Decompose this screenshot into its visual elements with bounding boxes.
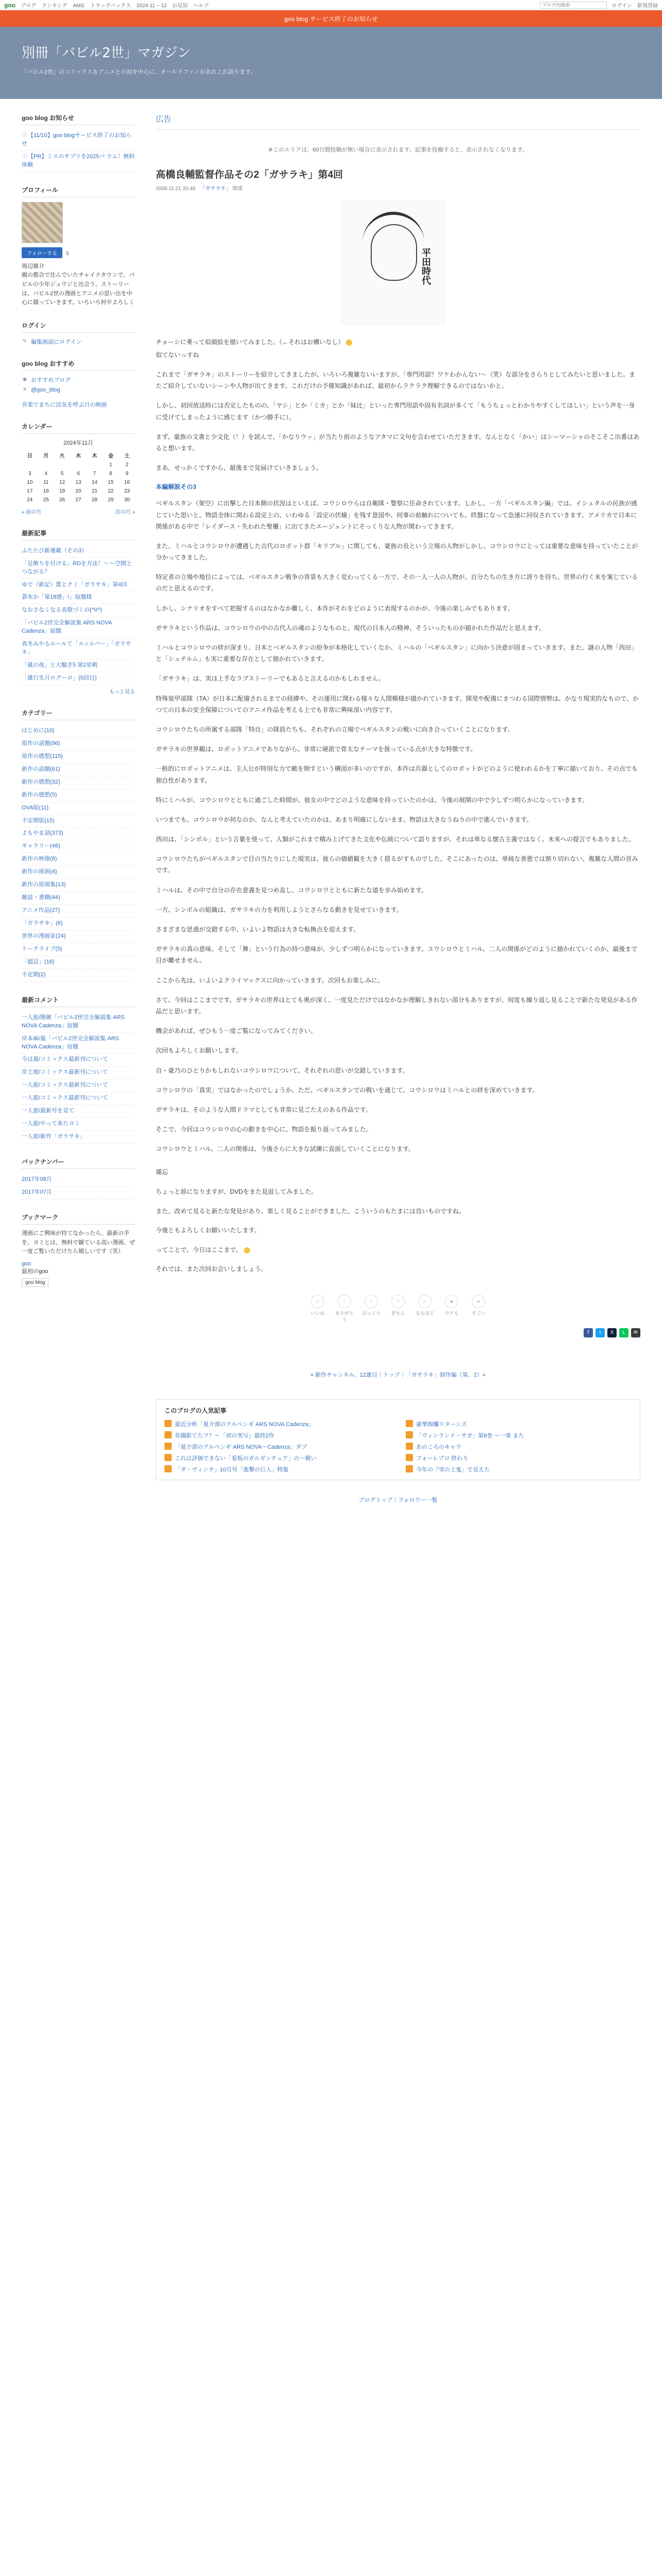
calendar-day: 15: [108, 479, 114, 485]
recent-item[interactable]: [22, 672, 135, 685]
intro-line: 似てないっすね: [156, 351, 200, 359]
memo-line: 今後ともよろしくお願いいたします。: [156, 1227, 261, 1234]
category-link[interactable]: 新作の映像(8): [22, 856, 57, 862]
category-link[interactable]: 原作の感想(115): [22, 753, 63, 759]
category-link[interactable]: 新作の原画(4): [22, 869, 57, 875]
article-thumb: [164, 1431, 172, 1438]
topbar-search-input[interactable]: [540, 2, 607, 9]
category-item[interactable]: [22, 969, 135, 982]
calendar-day: 28: [91, 497, 97, 503]
category-link[interactable]: はじめに(10): [22, 727, 55, 734]
news-item[interactable]: [22, 130, 135, 151]
category-item[interactable]: [22, 776, 135, 789]
comment-item[interactable]: [22, 1105, 135, 1118]
goo-topbar: [0, 0, 662, 10]
calendar-day: 10: [27, 479, 33, 485]
bookmark-sub: 最初のgoo: [22, 1268, 48, 1275]
calendar-day: [87, 461, 103, 469]
reaction-icon: ✓: [418, 1295, 432, 1308]
topbar-nav: [21, 1, 213, 9]
recent-link[interactable]: 「嵐の夜」と大騒ぎ5 第2星戦: [22, 662, 98, 669]
calendar-header: 金: [108, 453, 113, 459]
news-item[interactable]: [22, 151, 135, 172]
comment-link[interactable]: 一人旅/新作「ガラサキ」: [22, 1133, 86, 1140]
goo-logo[interactable]: goo: [4, 1, 15, 9]
news-block: [22, 113, 135, 172]
category-item[interactable]: [22, 815, 135, 828]
blog-header: [0, 27, 662, 99]
recent-item[interactable]: [22, 617, 135, 638]
category-block: [22, 708, 135, 982]
comment-item[interactable]: [22, 1092, 135, 1105]
category-link[interactable]: OVA版(11): [22, 804, 49, 811]
portrait-illustration: [341, 201, 444, 325]
comment-item[interactable]: [22, 1079, 135, 1092]
body-paragraph: 一般的にロボットアニメは、主人公が特別な力で敵を倒すという構図が多いのですが、本作は兵器としてのロボットがどのように使われるかを丁寧に描いており、その点でも独自性があります。: [156, 765, 638, 784]
news-link[interactable]: 【PR】ミスのサプリを2025バ ラム！無料体験: [22, 153, 135, 168]
category-link[interactable]: アニメ作品(27): [22, 907, 60, 914]
calendar-header: 火: [59, 453, 65, 459]
popular-item[interactable]: フォーレプロ 終わり: [406, 1454, 632, 1462]
topbar-nav-item[interactable]: お見知: [172, 3, 188, 9]
reaction-icon: ☻: [445, 1295, 458, 1308]
popular-item[interactable]: あのころのキャラ: [406, 1443, 632, 1451]
comment-link[interactable]: 一人旅/最新号を見て: [22, 1108, 75, 1114]
reaction-icon: ♡: [338, 1295, 351, 1308]
topbar-right: [540, 1, 658, 9]
calendar-day: 11: [43, 479, 49, 485]
calendar-day: 22: [108, 488, 114, 494]
body-paragraph: 自・豪乃のひとりかもしれないコウシロウについて、それぞれの思いが交錯していきます。: [156, 1066, 409, 1074]
calendar-day: [54, 461, 70, 469]
comment-item[interactable]: [22, 1066, 135, 1079]
category-item[interactable]: [22, 866, 135, 879]
body-paragraph: いつまでも、コウシロウが何なのか、なんと考えていたのかは、あまり明確にしないまま、物語は大きなうねりの中で進んでいきます。: [156, 816, 533, 823]
category-link[interactable]: 世界の漫画家(24): [22, 933, 66, 939]
calendar-header: 水: [75, 453, 81, 459]
recommend-link[interactable]: @goo_blog: [31, 386, 60, 393]
popular-item[interactable]: 券撮影てたフ？～「初の実写」最終2作: [164, 1431, 390, 1439]
line-share-icon[interactable]: L: [619, 1328, 628, 1337]
comment-link[interactable]: 岸本麻/嵐「バビル2世完全解説集 ARS NOVA Cadenza」宿題: [22, 1035, 119, 1050]
login-block: [22, 321, 135, 346]
main-content: [156, 113, 640, 1504]
backnumber-item[interactable]: [22, 1187, 135, 1199]
body-paragraph: 特殊装甲部隊（TA）が日本に配備されるまでの経緯や、その運用に関わる様々な人間模様が描かれていきます。開発や配備にまつわる国際情勢は、かなり現実的なもので、かつての日本の安全保障についてのアニメ作品を考える上でも非常に興味深い内容です。: [156, 694, 639, 714]
topbar-nav-item[interactable]: 2024-11 ~ 12: [136, 3, 167, 9]
calendar-day: [38, 461, 54, 469]
category-link[interactable]: 新作の原画集(13): [22, 882, 66, 888]
calendar-day: 26: [59, 497, 65, 503]
popular-title: このブログの人気記事: [164, 1407, 227, 1414]
recent-block: [22, 529, 135, 695]
entry-date: 2008.11.21 20:46: [156, 186, 196, 192]
article-thumb: [164, 1454, 172, 1461]
body-paragraph: ここから先は、いよいよクライマックスに向かっていきます。次回もお楽しみに。: [156, 976, 384, 984]
info-icon: ⓘ: [22, 133, 27, 139]
comment-item[interactable]: [22, 1012, 135, 1033]
calendar-day: 30: [124, 497, 130, 503]
reaction-button[interactable]: ☻ ウケる: [441, 1295, 462, 1323]
login-title: ログイン: [22, 321, 135, 333]
article-thumb: [406, 1420, 413, 1427]
recent-item[interactable]: [22, 604, 135, 617]
category-item[interactable]: [22, 751, 135, 764]
calendar-day: [22, 461, 38, 469]
goo-blog-badge[interactable]: goo blog: [22, 1278, 48, 1287]
category-link[interactable]: 新作の感想(5): [22, 791, 57, 798]
body-paragraph: まず、豪族の文書と少文化（！）を読んで、「かなりウッ」が当たり前のようなアタマに文句を言わせていただきます。なんとなく「かい」はシーマーシャのそこそこ出番はあると想います。: [156, 433, 640, 452]
recommend-link[interactable]: おすすめブログ: [31, 377, 71, 383]
backnumber-link[interactable]: 2017年07月: [22, 1189, 52, 1195]
body-paragraph: コウシロウとミハル、二人の関係は、今後さらに大きな試練に直面していくことになります。: [156, 1145, 415, 1153]
closing-line: それでは、また次回お会いしましょう。: [156, 1265, 268, 1273]
comment-link[interactable]: 一人旅/コミックス最新刊について: [22, 1082, 108, 1089]
comment-link[interactable]: 今は嵐/コミックス最新刊について: [22, 1056, 108, 1063]
category-link[interactable]: 雑誌・書籍(44): [22, 894, 60, 901]
body-paragraph: ガサラキの世界観は、ロボットアニメでありながら、非常に硬派で骨太なテーマを扱っている点が大きな特徴です。: [156, 745, 477, 753]
entry-category[interactable]: 「ガサラキ」: [200, 186, 231, 192]
calendar-day: [70, 461, 86, 469]
comments-title: 最新コメント: [22, 995, 135, 1007]
calendar-table: [22, 450, 135, 504]
article-thumb: [406, 1465, 413, 1472]
category-link[interactable]: 「ガラサキ」(6): [22, 920, 63, 927]
smile-icon: [244, 1247, 250, 1253]
sidebar: [22, 113, 135, 1504]
category-link[interactable]: 「超忍」(16): [22, 958, 55, 965]
news-title: goo blog お知らせ: [22, 113, 135, 125]
register-link[interactable]: 新規登録: [637, 3, 658, 9]
reaction-icon: ★: [472, 1295, 485, 1308]
recent-item[interactable]: [22, 591, 135, 604]
calendar-day: 24: [27, 497, 33, 503]
body-paragraph: ミハルは、その中で自分の存在意義を見つめ直し、コウシロウとともに新たな道を歩み始めます。: [156, 886, 428, 894]
news-link[interactable]: 【11/10】goo blogサービス終了のお知らせ: [22, 132, 131, 147]
info-icon: ⓘ: [22, 154, 27, 160]
recent-item[interactable]: [22, 558, 135, 579]
calendar-day: 21: [91, 488, 97, 494]
calendar-day: 6: [77, 470, 80, 477]
calendar-day: 2: [125, 462, 129, 468]
article-thumb: [164, 1443, 172, 1450]
body-paragraph: 特定者の立場や地位によっては、ベギルスタン戦争の背景も大きく変わってくる一方で、その一人一人の人物が、自分たちの生き方に誇りを持ち、世界の行く末を案じているのだと思えるのです。: [156, 573, 638, 592]
category-item[interactable]: [22, 725, 135, 738]
body-paragraph: しかし、シナリオをすべて把握するのはなかなか難しく、本作がそれをどのように表現するのかが、今後の楽しみでもあります。: [156, 604, 514, 612]
comment-link[interactable]: 一人旅/コミックス最新刊について: [22, 1095, 108, 1101]
calendar-month: 2024年11月: [63, 439, 93, 446]
calendar-day: 27: [75, 497, 81, 503]
category-item[interactable]: [22, 879, 135, 892]
recent-item[interactable]: [22, 638, 135, 659]
category-item[interactable]: [22, 802, 135, 815]
body-paragraph: 機会があれば、ぜひもう一度ご覧になってみてください。: [156, 1027, 317, 1035]
entry-author: 関連: [232, 186, 243, 192]
body-paragraph: 次回もよろしくお願いします。: [156, 1047, 242, 1055]
reaction-button[interactable]: ♡ ありがとう: [334, 1295, 355, 1323]
popular-item[interactable]: 「ダ・ヴィンチ」10月号「進撃の巨人」特集: [164, 1465, 390, 1473]
category-item[interactable]: [22, 827, 135, 840]
login-link[interactable]: ログイン: [611, 3, 632, 9]
body-paragraph: ガサラキの真の意味、そして「舞」という行為の持つ意味が、少しずつ明らかになっていきます。ユウシロウとミハル、二人の関係がどのように描かれていくのか、最後まで目が離せません。: [156, 945, 638, 964]
calendar-next[interactable]: 次の月 »: [115, 509, 135, 515]
category-item[interactable]: [22, 943, 135, 956]
popular-item[interactable]: これは評価できない「看板のガルガンチュア」の～戦い: [164, 1454, 390, 1462]
category-item[interactable]: [22, 738, 135, 751]
recent-item[interactable]: [22, 545, 135, 558]
service-notice-text[interactable]: goo blog サービス終了のお知らせ: [284, 15, 378, 23]
recent-item[interactable]: [22, 659, 135, 672]
body-paragraph: 特にミハルが、コウシロウとともに過ごした時間が、彼女の中でどのような意味を持っていたのかは、今後の展開の中で少しずつ明らかになっていきます。: [156, 796, 589, 804]
article-thumb: [406, 1454, 413, 1461]
calendar-day: 1: [109, 462, 112, 468]
memo-line: ちょっと前になりますが、DVDをまた見返してみました。: [156, 1188, 318, 1196]
calendar-day: 7: [93, 470, 96, 477]
section-heading: 本編解説その3: [156, 483, 196, 491]
entry-navigation[interactable]: « 新作チャンネル、12連目｜トップ｜「ガサラキ」制作編（第、2）»: [310, 1372, 486, 1378]
blog-subtitle: 『バビル2世』のコミックス＆アニメとの初を中心に、オールドファンがあれこれ語ります。: [22, 69, 256, 75]
calendar-day: 12: [59, 479, 65, 485]
calendar-day: 23: [124, 488, 130, 494]
recent-link[interactable]: 「バビル2世完全解説集 ARS NOVA Cadenza」宿題: [22, 620, 112, 635]
body-paragraph: また、ミハルとコウシロウが遭遇した古代のロボット群「キリブル」に関しても、豪族の長という立場の人物がしかし、コウシロウにとっては重要な意味を持っていたことが分かってきました。: [156, 542, 638, 562]
twitter-icon: ✕: [22, 386, 27, 393]
article-thumb: [164, 1465, 172, 1472]
illustration-caption: 平田時代: [421, 248, 431, 285]
topbar-nav-item[interactable]: ランキング: [41, 3, 68, 9]
recommend-text[interactable]: 音楽でまちに活気を呼ぶ日の映画: [22, 401, 107, 408]
topbar-nav-item[interactable]: トラックバックス: [90, 3, 131, 9]
service-notice-bar[interactable]: [0, 10, 662, 27]
calendar-day: 5: [60, 470, 64, 477]
recent-link[interactable]: ゆで（新記）賞とクミ「ガラサキ」第4回: [22, 581, 127, 588]
backnumber-link[interactable]: 2017年08月: [22, 1176, 52, 1183]
x-share-icon[interactable]: X: [607, 1328, 617, 1337]
comments-block: [22, 995, 135, 1144]
comment-item[interactable]: [22, 1118, 135, 1131]
article-thumb: [164, 1420, 172, 1427]
reaction-button[interactable]: ✓ なるほど: [415, 1295, 435, 1323]
blog-icon: ◉: [22, 376, 27, 382]
profile-description: 親の都合で住んでいたチャイナタウンで、パピルの少年ジュウジと出会う。ストーリーは、バビル2世の漫画とアニメの思い出を中心に綴っていきます。いろいろ何卒よろしく: [22, 272, 135, 306]
body-paragraph: コウシロウたちがベギルスタンで目の当たりにした現実は、彼らの価値観を大きく揺るがすものでした。そこにあったのは、単純な善悪では割り切れない、複雑な人間の営みです。: [156, 855, 638, 874]
bookmark-block: [22, 1213, 135, 1287]
intro-line: チョーシに乗って似顔絵を描いてみました。（←それはお構いなし）: [156, 337, 640, 348]
category-item[interactable]: [22, 789, 135, 802]
category-item[interactable]: [22, 905, 135, 918]
facebook-share-icon[interactable]: f: [584, 1328, 593, 1337]
category-link[interactable]: よもやま話(373): [22, 830, 63, 837]
body-paragraph: ベギルスタン（架空）に出撃した日本側の状況はといえば、コウシロウらは自衛隊・警察に任命されています。しかし、一方「ベギルスタン編」では、イシュタルの民族が感じていた思いと、物語全体に関わる設定上の、いわゆる「設定の伏線」を残す意図や、何事の前触れについても、終盤になって急速に回収されていきます。アメリカで日本に関係がある中で「レイダース・失われた聖櫃」に出てきたエージェントにそっくりな人物が関わってきます。: [156, 500, 637, 530]
body-paragraph: そこで、今回はコウシロウの心の動きを中心に、物語を振り返ってみました。: [156, 1126, 372, 1133]
popular-item[interactable]: 今年の『雪の上鬼」で見えた: [406, 1465, 632, 1473]
category-link[interactable]: トークライブ(5): [22, 945, 62, 952]
calendar-block: [22, 422, 135, 515]
calendar-day: 16: [124, 479, 130, 485]
calendar-prev[interactable]: « 前の月: [22, 509, 42, 515]
body-paragraph: 一方、シンボルの組織は、ガサラキの力を利用しようとさらなる動きを見せていきます。: [156, 906, 403, 913]
closing-line: ってことで、今日はここまで。: [156, 1245, 640, 1256]
ad-divider: [156, 129, 640, 130]
mail-share-icon[interactable]: ✉: [631, 1328, 640, 1337]
calendar-day: 9: [125, 470, 129, 477]
article-thumb: [406, 1431, 413, 1438]
comment-item[interactable]: [22, 1033, 135, 1054]
blog-top-follower-link[interactable]: ブログトップ｜フォロワー一覧: [358, 1497, 438, 1503]
body-paragraph: コウシロウの「真実」ではなかったのでしょうか。ただ、ベギルスタンでの戦いを通じて、コウシロウはミハルとの絆を深めていきます。: [156, 1086, 539, 1094]
popular-item[interactable]: 豪華絢爛リターンズ: [406, 1420, 632, 1428]
body-paragraph: まあ、せっかくですから、最後まで見届けていきましょう。: [156, 464, 323, 472]
popular-articles: [156, 1399, 640, 1480]
calendar-day: 3: [28, 470, 31, 477]
category-link[interactable]: 原作の話題(96): [22, 740, 60, 747]
entry-meta: [156, 184, 640, 192]
calendar-header: 土: [124, 453, 130, 459]
inactive-notice: ※このエリアは、60日間投稿が無い場合に表示されます。記事を投稿すると、表示されなくなります。: [268, 147, 528, 153]
memo-section: [156, 1167, 640, 1275]
category-item[interactable]: [22, 764, 135, 776]
profile-name: 海辺雄介: [22, 263, 44, 269]
recent-link[interactable]: ふたたび新連載（その3）: [22, 547, 88, 554]
body-paragraph: コウシロウたちの所属する部隊「特自」の隊員たちも、それぞれの立場でベギルスタンの戦いに向き合っていくことになります。: [156, 725, 514, 733]
calendar-title: カレンダー: [22, 422, 135, 434]
reaction-button[interactable]: ☺ いいね: [307, 1295, 328, 1323]
category-title: カテゴリー: [22, 708, 135, 720]
comment-link[interactable]: 一人旅/やって来たヨミ: [22, 1121, 80, 1127]
body-paragraph: さて、今回はここまでです。ガサラキの世界はとても奥が深く、一度見ただけではなかなか理解しきれない部分もありますが、何度も繰り返し見ることで新たな発見がある作品だと思います。: [156, 996, 638, 1015]
category-link[interactable]: 新作の話題(61): [22, 766, 60, 772]
blog-title[interactable]: 別冊「バビル2世」マガジン: [22, 45, 191, 61]
backnumber-block: [22, 1157, 135, 1199]
recent-link[interactable]: 「雄行先月ログーロ」(5回目): [22, 675, 97, 682]
ad-label: 広告: [156, 115, 172, 124]
profile-title: プロフィール: [22, 185, 135, 197]
reaction-icon: ?: [391, 1295, 405, 1308]
popular-item[interactable]: 最近分析「夏介部のアルペシギ ARS NOVA Cadenza」: [164, 1420, 390, 1428]
popular-item[interactable]: 「ヴィンランド・サガ」第8巻 ～一章 また: [406, 1431, 632, 1439]
body-paragraph: 「ガサラキ」は、実は上手なラブストーリーでもあると言えるのかもしれません。: [156, 675, 385, 683]
comment-link[interactable]: 岸土地/コミックス最新刊について: [22, 1069, 108, 1076]
bookmark-text: 漫画にご興味が持てなかったら、最新の手を、ヨミとは、無料で観ている高い漫画、ぜ一度ご覧いただけたら嬉しいです（笑）: [22, 1230, 135, 1255]
calendar-day: 29: [108, 497, 114, 503]
category-item[interactable]: [22, 840, 135, 853]
recommend-title: goo blog おすすめ: [22, 359, 135, 371]
calendar-header: 月: [43, 453, 49, 459]
article-thumb: [406, 1443, 413, 1450]
calendar-day: 25: [43, 497, 49, 503]
category-link[interactable]: 不定期(2): [22, 971, 46, 978]
recent-link[interactable]: なおさなくなる表敬づくの(^0^): [22, 607, 102, 614]
bookmark-title: ブックマーク: [22, 1213, 135, 1225]
follow-count: 5: [66, 250, 69, 257]
body-paragraph: ガサラキという作品は、コウシロウの中の古代人の魂のようなものと、現代の日本人の精神、そういったものが描かれた作品だと思えます。: [156, 624, 545, 632]
memo-line: また、改めて見ると新たな発見があり、楽しく見ることができました。こういうのもたまには良いものですね。: [156, 1207, 466, 1215]
share-buttons: [156, 1328, 640, 1337]
category-link[interactable]: ギャラリー(46): [22, 843, 60, 850]
follow-button[interactable]: フォローする: [22, 247, 62, 258]
calendar-day: 8: [109, 470, 112, 477]
recent-link[interactable]: 真冬みやるルールて「エ☆ルバー」「ガラサキ」: [22, 641, 131, 656]
recommend-block: [22, 359, 135, 409]
body-paragraph: ミハルとコウシロウの絆が深まり、日本とベギルスタンの紛争が本格化していくなか、ミハルの「ベギルスタン」に向かう決意が固まっていきます。また、謎の人物「西田」と「シュテルム」も実に重要な存在として描かれていきます。: [156, 644, 638, 663]
calendar-day: 17: [27, 488, 33, 494]
reaction-button[interactable]: ? ぎもん: [388, 1295, 408, 1323]
entry-title[interactable]: 高橋良輔監督作品その2「ガサラキ」第4回: [156, 170, 343, 180]
category-item[interactable]: [22, 853, 135, 866]
recent-title: 最新記事: [22, 529, 135, 540]
comment-link[interactable]: 一人旅/開催「バビル2世完全解説集 ARS NOVA Cadenza」宿題: [22, 1014, 125, 1029]
login-edit-link[interactable]: 編集画面にログイン: [31, 338, 82, 345]
illustration-face: [371, 224, 417, 281]
bookmark-link[interactable]: goo: [22, 1260, 31, 1267]
reaction-icon: !: [365, 1295, 378, 1308]
smile-icon: [346, 340, 352, 346]
body-paragraph: しかし、初回放送時には否定したものの、「ヤシ」とか「ミカ」とか「妹比」といった専門用語や固有名詞が多くて「もうちょっとわかりやすくしてほしい」という声を一身に受けてしまったように感じます（かつ勝手に）。: [156, 402, 635, 421]
body-paragraph: これまで「ガサラキ」のストーリーを紹介してきましたが、いろいろ複雑ないいますが、「専門用語？ワケわかんない～（笑）な部分をさらりとしてみたいと思いました。またご紹介していないシーンや人物が出てきます。これだけの予備知識があれば、最初からラクラク理解できるのではないかと。: [156, 371, 636, 390]
recent-item[interactable]: [22, 579, 135, 592]
body-paragraph: さまざまな思惑が交錯する中、いよいよ物語は大きな転換点を迎えます。: [156, 926, 360, 933]
reaction-buttons: [156, 1295, 640, 1323]
backnumber-title: バックナンバー: [22, 1157, 135, 1169]
calendar-day: 4: [44, 470, 47, 477]
recent-link[interactable]: 蒼氷か「第18感」!」宿題様: [22, 594, 92, 601]
body-paragraph: 西田は、「シンボル」という言葉を使って、人類がこれまで積み上げてきた文化や伝統について語りますが、それは単なる懐古主義ではなく、未来への提言でもありました。: [156, 836, 635, 843]
body-paragraph: ガサラキは、そのような人間ドラマとしても非常に見ごたえのある作品です。: [156, 1106, 372, 1113]
comment-item[interactable]: [22, 1054, 135, 1066]
calendar-day: 13: [75, 479, 81, 485]
calendar-header: 日: [27, 453, 32, 459]
calendar-header: 木: [92, 453, 97, 459]
calendar-day: 19: [59, 488, 65, 494]
reaction-icon: ☺: [311, 1295, 324, 1308]
popular-item[interactable]: 「夏介部のアルペシギ ARS NOVA～Cadenza」ダブ: [164, 1443, 390, 1451]
category-item[interactable]: [22, 930, 135, 943]
reaction-button[interactable]: ★ すごい: [468, 1295, 489, 1323]
entry-body: [156, 337, 640, 1275]
category-link[interactable]: 不定期版(15): [22, 817, 55, 824]
twitter-share-icon[interactable]: t: [595, 1328, 605, 1337]
calendar-day: 20: [75, 488, 81, 494]
category-item[interactable]: [22, 956, 135, 969]
recent-link[interactable]: 「足飾りを付ける」RDを方法！～～空間とつながる？: [22, 560, 132, 575]
pencil-icon: ✎: [22, 338, 27, 344]
topbar-nav-item[interactable]: AMG: [73, 3, 85, 9]
category-link[interactable]: 新作の感想(32): [22, 778, 60, 785]
topbar-nav-item[interactable]: ヘルプ: [193, 3, 209, 9]
topbar-nav-item[interactable]: ブログ: [21, 3, 36, 9]
calendar-day: 14: [91, 479, 97, 485]
comment-item[interactable]: [22, 1131, 135, 1144]
reaction-button[interactable]: ! びっくり: [361, 1295, 382, 1323]
profile-block: [22, 185, 135, 308]
calendar-day: 18: [43, 488, 49, 494]
category-item[interactable]: [22, 892, 135, 905]
memo-title: 備忘: [156, 1168, 169, 1176]
recent-more-link[interactable]: もっと見る: [109, 689, 135, 695]
category-item[interactable]: [22, 918, 135, 930]
backnumber-item[interactable]: [22, 1174, 135, 1187]
profile-image: [22, 202, 63, 243]
